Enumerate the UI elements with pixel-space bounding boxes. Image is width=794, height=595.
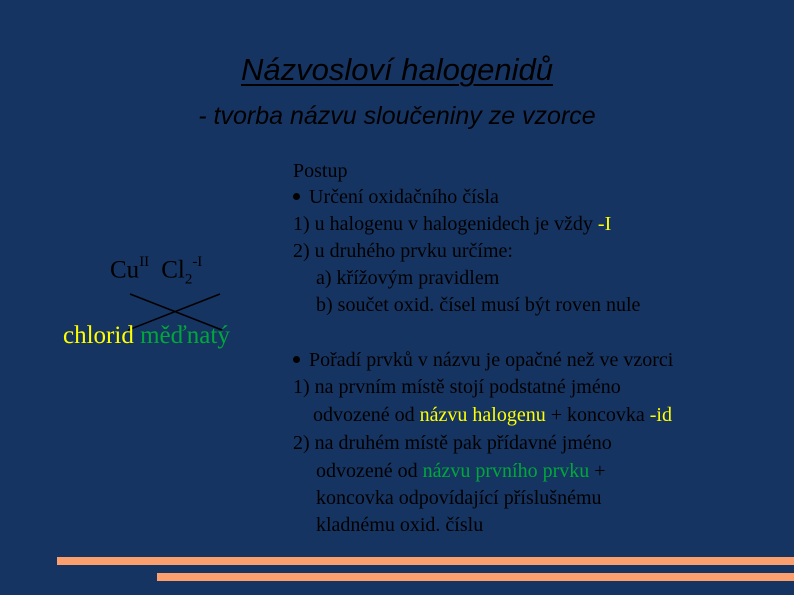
order-line-2-b: názvu halogenu xyxy=(419,404,546,426)
formula xyxy=(110,256,202,288)
procedure-step-1-value: -I xyxy=(597,213,612,235)
order-line-2-c: + koncovka xyxy=(545,404,650,426)
bullet-icon xyxy=(293,193,300,200)
compound-name-cation: měďnatý xyxy=(140,322,230,349)
formula-oxidation-1: II xyxy=(139,254,150,270)
order-line-2 xyxy=(313,404,672,427)
slide-subtitle: - tvorba názvu sloučeniny ze vzorce xyxy=(198,102,596,130)
compound-name-anion: chlorid xyxy=(63,322,134,349)
procedure-step-2a: a) křížovým pravidlem xyxy=(316,267,500,289)
order-line-1: 1) na prvním místě stojí podstatné jméno xyxy=(293,376,621,398)
procedure-step-1-text: 1) u halogenu v halogenidech je vždy xyxy=(293,213,598,235)
order-line-4-b: názvu prvního prvku xyxy=(422,460,590,482)
formula-element-1: Cu xyxy=(110,256,140,284)
accent-bar-top xyxy=(57,557,794,565)
procedure-step-1 xyxy=(293,213,611,236)
order-line-3: 2) na druhém místě pak přídavné jméno xyxy=(293,432,612,454)
procedure-bullet-1 xyxy=(293,186,499,209)
order-line-2-d: -id xyxy=(649,404,672,426)
formula-count-2: 2 xyxy=(184,271,193,288)
bullet-icon xyxy=(293,356,300,363)
order-line-4-a: odvozené od xyxy=(316,460,423,482)
order-line-5: koncovka odpovídající příslušnému xyxy=(316,487,602,509)
formula-oxidation-2: -I xyxy=(192,254,203,270)
procedure-step-2b: b) součet oxid. čísel musí být roven nule xyxy=(316,294,641,316)
slide-title: Názvosloví halogenidů xyxy=(241,52,553,87)
compound-name xyxy=(63,322,230,350)
procedure-heading: Postup xyxy=(293,160,348,182)
formula-element-2: Cl xyxy=(161,256,185,284)
procedure-bullet-1-text: Určení oxidačního čísla xyxy=(309,186,499,208)
order-bullet xyxy=(293,349,673,372)
order-line-2-a: odvozené od xyxy=(313,404,420,426)
accent-bar-bottom xyxy=(157,573,794,581)
order-line-4-c: + xyxy=(589,460,606,482)
order-line-4 xyxy=(316,460,606,483)
order-bullet-text: Pořadí prvků v názvu je opačné než ve vzorci xyxy=(309,349,674,371)
procedure-step-2: 2) u druhého prvku určíme: xyxy=(293,240,513,262)
order-line-6: kladnému oxid. číslu xyxy=(316,514,484,536)
